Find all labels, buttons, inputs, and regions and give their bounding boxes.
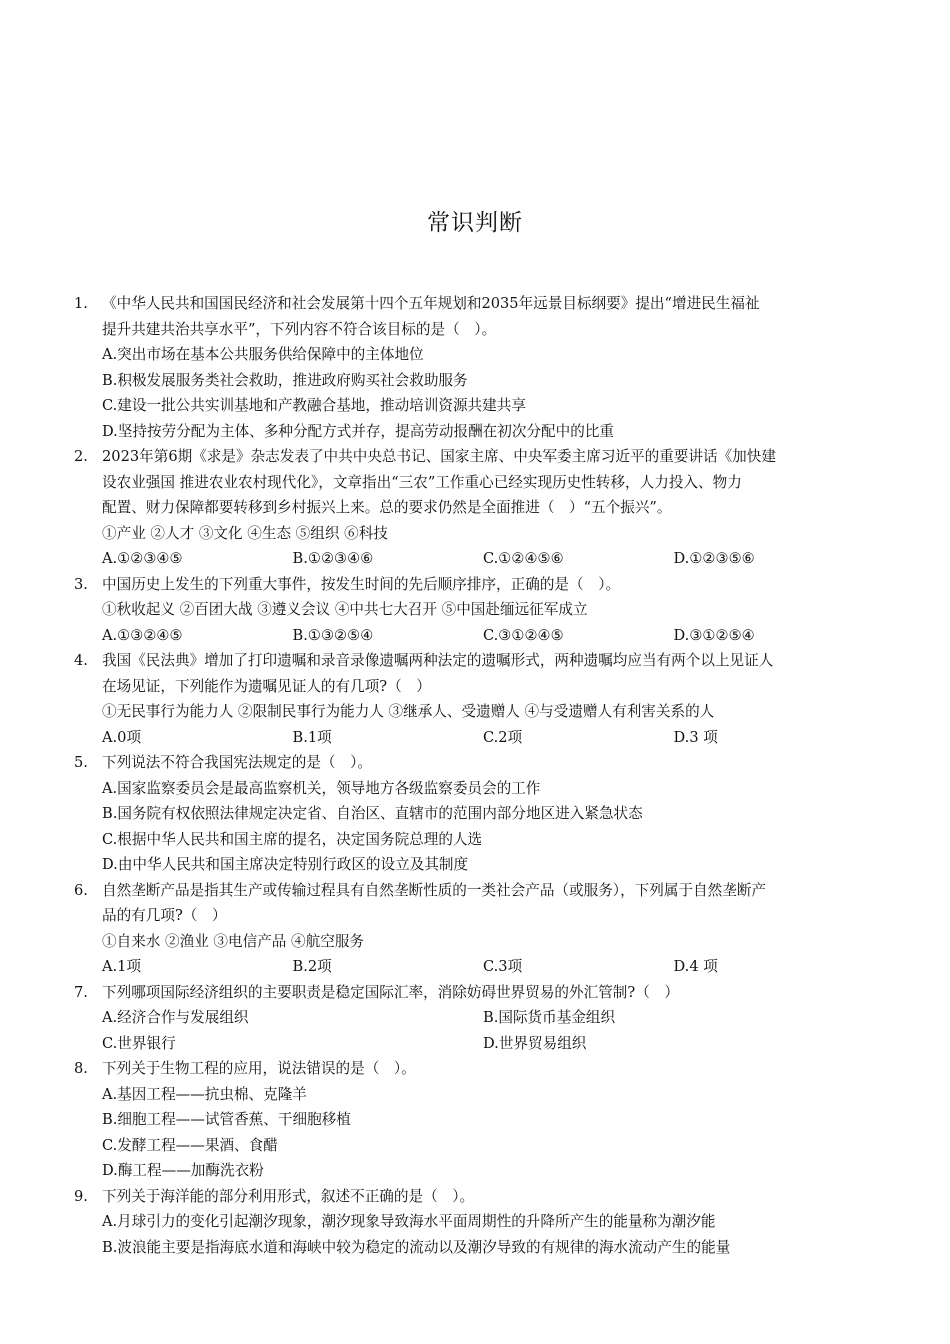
option-b: B.细胞工程——试管香蕉、干细胞移植 bbox=[102, 1111, 351, 1128]
option-row bbox=[74, 623, 864, 649]
stem-line: 《中华人民共和国国民经济和社会发展第十四个五年规划和2035年远景目标纲要》提出“增进民生福祉 bbox=[102, 295, 760, 312]
question-number: 3. bbox=[74, 575, 88, 593]
question-stem bbox=[102, 878, 864, 929]
stem-line: 下列关于海洋能的部分利用形式，叙述不正确的是（ ）。 bbox=[102, 1187, 475, 1205]
stem-line: 设农业强国 推进农业农村现代化》，文章指出“三农”工作重心已经实现历史性转移，人力投入、物力 bbox=[102, 473, 742, 491]
question-number: 8. bbox=[74, 1060, 88, 1077]
page-title: 常识判断 bbox=[427, 210, 523, 236]
option-d: D.世界贸易组织 bbox=[483, 1034, 587, 1052]
question-stem bbox=[102, 1184, 864, 1210]
option-a: A.月球引力的变化引起潮汐现象，潮汐现象导致海水平面周期性的升降所产生的能量称为潮汐能 bbox=[102, 1213, 716, 1230]
option-c: C.3项 bbox=[483, 958, 523, 975]
question-7 bbox=[74, 980, 864, 1057]
option-a: A.突出市场在基本公共服务供给保障中的主体地位 bbox=[102, 346, 424, 363]
option-a: A.1项 bbox=[102, 958, 142, 975]
option-b: B.2项 bbox=[292, 958, 332, 975]
question-stem bbox=[102, 750, 864, 776]
question-items: ①自来水 ②渔业 ③电信产品 ④航空服务 bbox=[102, 932, 365, 950]
option-d: D.3 项 bbox=[673, 728, 718, 746]
question-stem bbox=[102, 572, 864, 598]
option-d: D.4 项 bbox=[673, 958, 718, 975]
stem-line: 在场见证，下列能作为遗嘱见证人的有几项?（ ） bbox=[102, 677, 431, 695]
stem-line: 提升共建共治共享水平”，下列内容不符合该目标的是（ ）。 bbox=[102, 320, 497, 338]
stem-line: 配置、财力保障都要转移到乡村振兴上来。总的要求仍然是全面推进（ ）“五个振兴”。 bbox=[102, 499, 672, 516]
stem-line: 自然垄断产品是指其生产或传输过程具有自然垄断性质的一类社会产品（或服务），下列属于自然垄断产 bbox=[102, 881, 767, 899]
option-b: B.波浪能主要是指海底水道和海峡中较为稳定的流动以及潮汐导致的有规律的海水流动产生的能量 bbox=[102, 1238, 731, 1256]
question-stem bbox=[102, 291, 864, 342]
question-items: ①秋收起义 ②百团大战 ③遵义会议 ④中共七大召开 ⑤中国赴缅远征军成立 bbox=[102, 601, 588, 618]
option-row bbox=[74, 1005, 864, 1031]
option-b: B.①③②⑤④ bbox=[292, 626, 374, 644]
stem-line: 品的有几项?（ ） bbox=[102, 907, 227, 924]
option-b: B.国际货币基金组织 bbox=[483, 1009, 616, 1026]
stem-line: 下列说法不符合我国宪法规定的是（ ）。 bbox=[102, 754, 372, 771]
option-c: C.建设一批公共实训基地和产教融合基地，推动培训资源共建共享 bbox=[102, 397, 526, 414]
option-a: A.①③②④⑤ bbox=[102, 626, 183, 644]
option-row bbox=[74, 954, 864, 980]
option-c: C.2项 bbox=[483, 728, 523, 746]
stem-line: 下列哪项国际经济组织的主要职责是稳定国际汇率，消除妨碍世界贸易的外汇管制?（ ） bbox=[102, 983, 679, 1001]
option-c: C.根据中华人民共和国主席的提名，决定国务院总理的人选 bbox=[102, 830, 483, 848]
option-row bbox=[74, 1031, 864, 1057]
question-number: 9. bbox=[74, 1187, 88, 1205]
option-b: B.积极发展服务类社会救助，推进政府购买社会救助服务 bbox=[102, 371, 468, 389]
question-stem bbox=[102, 1056, 864, 1082]
question-stem bbox=[102, 980, 864, 1006]
question-5 bbox=[74, 750, 864, 878]
question-number: 5. bbox=[74, 754, 88, 771]
question-3 bbox=[74, 572, 864, 649]
question-number: 6. bbox=[74, 881, 88, 899]
question-9 bbox=[74, 1184, 864, 1261]
option-a: A.国家监察委员会是最高监察机关，领导地方各级监察委员会的工作 bbox=[102, 779, 541, 797]
option-b: B.1项 bbox=[292, 728, 332, 746]
question-items: ①产业 ②人才 ③文化 ④生态 ⑤组织 ⑥科技 bbox=[102, 524, 388, 542]
question-items: ①无民事行为能力人 ②限制民事行为能力人 ③继承人、受遗赠人 ④与受遗赠人有利害关系的人 bbox=[102, 703, 715, 720]
stem-line: 中国历史上发生的下列重大事件，按发生时间的先后顺序排序，正确的是（ ）。 bbox=[102, 575, 621, 593]
option-b: B.国务院有权依照法律规定决定省、自治区、直辖市的范围内部分地区进入紧急状态 bbox=[102, 805, 643, 822]
stem-line: 下列关于生物工程的应用，说法错误的是（ ）。 bbox=[102, 1060, 416, 1077]
question-4 bbox=[74, 648, 864, 750]
question-stem bbox=[102, 444, 864, 521]
option-row bbox=[74, 546, 864, 572]
question-2 bbox=[74, 444, 864, 572]
question-number: 4. bbox=[74, 652, 88, 669]
question-list bbox=[74, 291, 864, 1260]
option-a: A.0项 bbox=[102, 728, 142, 746]
question-6 bbox=[74, 878, 864, 980]
stem-line: 2023年第6期《求是》杂志发表了中共中央总书记、国家主席、中央军委主席习近平的重要讲话《加快建 bbox=[102, 448, 776, 465]
option-row bbox=[74, 725, 864, 751]
question-number: 1. bbox=[74, 295, 88, 312]
stem-line: 我国《民法典》增加了打印遗嘱和录音录像遗嘱两种法定的遗嘱形式，两种遗嘱均应当有两个以上见证人 bbox=[102, 652, 774, 669]
option-a: A.①②③④⑤ bbox=[102, 550, 183, 567]
option-c: C.世界银行 bbox=[102, 1034, 176, 1052]
option-d: D.由中华人民共和国主席决定特别行政区的设立及其制度 bbox=[102, 856, 469, 873]
question-stem bbox=[102, 648, 864, 699]
option-d: D.酶工程——加酶洗衣粉 bbox=[102, 1162, 264, 1179]
option-d: D.坚持按劳分配为主体、多种分配方式并存，提高劳动报酬在初次分配中的比重 bbox=[102, 422, 615, 440]
option-a: A.经济合作与发展组织 bbox=[102, 1009, 249, 1026]
option-a: A.基因工程——抗虫棉、克隆羊 bbox=[102, 1085, 307, 1103]
option-c: C.③①②④⑤ bbox=[483, 626, 564, 644]
question-1 bbox=[74, 291, 864, 444]
option-d: D.③①②⑤④ bbox=[673, 626, 755, 644]
option-c: C.发酵工程——果酒、食醋 bbox=[102, 1136, 278, 1154]
option-c: C.①②④⑤⑥ bbox=[483, 550, 564, 567]
question-number: 2. bbox=[74, 448, 88, 465]
option-b: B.①②③④⑥ bbox=[292, 550, 374, 567]
option-d: D.①②③⑤⑥ bbox=[673, 550, 755, 567]
question-number: 7. bbox=[74, 983, 88, 1001]
question-8 bbox=[74, 1056, 864, 1184]
